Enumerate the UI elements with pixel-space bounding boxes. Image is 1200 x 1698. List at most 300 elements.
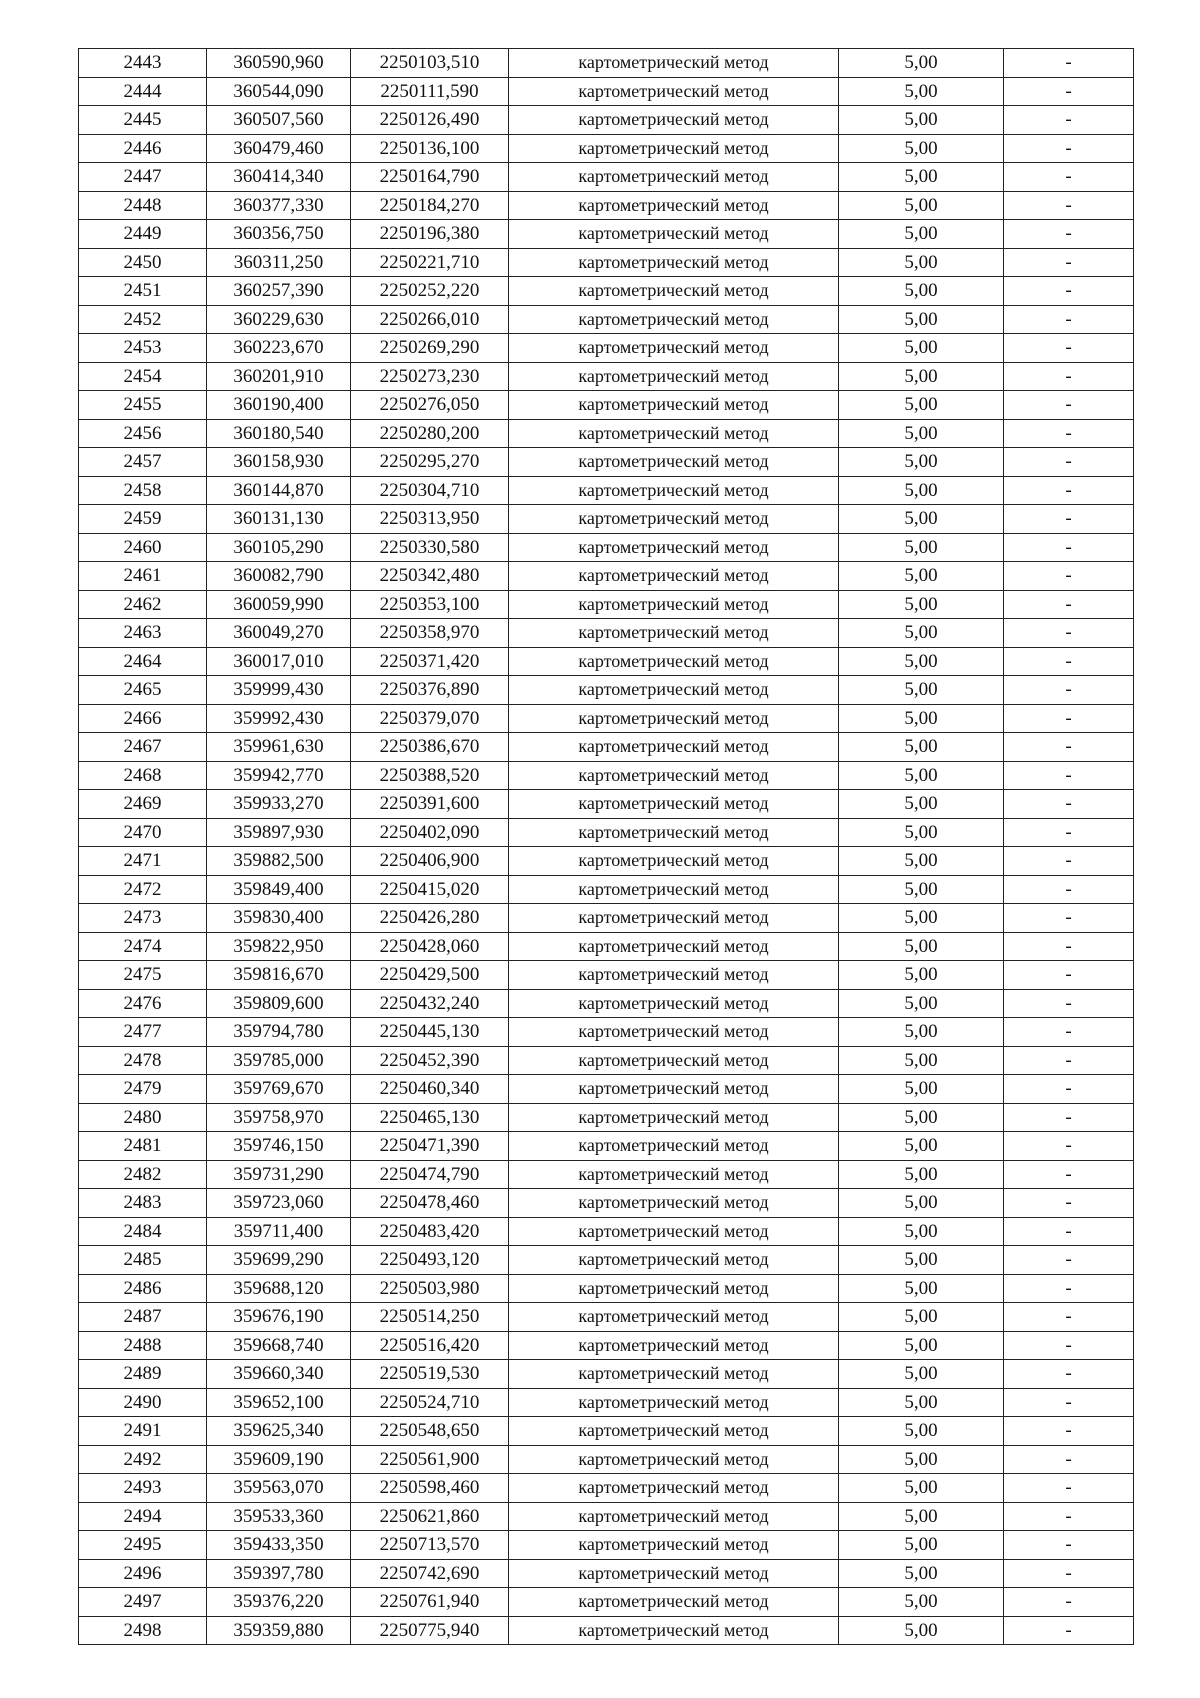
note-cell: -: [1004, 647, 1134, 676]
y-coordinate-cell: 2250221,710: [351, 248, 509, 277]
note-cell: -: [1004, 220, 1134, 249]
x-coordinate-cell: 360377,330: [207, 191, 351, 220]
x-coordinate-cell: 359397,780: [207, 1559, 351, 1588]
point-number-cell: 2448: [79, 191, 207, 220]
accuracy-cell: 5,00: [839, 1417, 1004, 1446]
point-number-cell: 2447: [79, 163, 207, 192]
point-number-cell: 2482: [79, 1160, 207, 1189]
accuracy-cell: 5,00: [839, 1246, 1004, 1275]
method-cell: картометрический метод: [509, 1502, 839, 1531]
x-coordinate-cell: 359652,100: [207, 1388, 351, 1417]
table-row: [79, 305, 1134, 334]
table-row: [79, 1189, 1134, 1218]
x-coordinate-cell: 360059,990: [207, 590, 351, 619]
x-coordinate-cell: 359992,430: [207, 704, 351, 733]
accuracy-cell: 5,00: [839, 1046, 1004, 1075]
note-cell: -: [1004, 1331, 1134, 1360]
point-number-cell: 2470: [79, 818, 207, 847]
method-cell: картометрический метод: [509, 1103, 839, 1132]
table-row: [79, 1018, 1134, 1047]
method-cell: картометрический метод: [509, 1075, 839, 1104]
x-coordinate-cell: 360131,130: [207, 505, 351, 534]
y-coordinate-cell: 2250415,020: [351, 875, 509, 904]
point-number-cell: 2450: [79, 248, 207, 277]
method-cell: картометрический метод: [509, 1616, 839, 1645]
x-coordinate-cell: 360190,400: [207, 391, 351, 420]
point-number-cell: 2473: [79, 904, 207, 933]
y-coordinate-cell: 2250196,380: [351, 220, 509, 249]
method-cell: картометрический метод: [509, 1474, 839, 1503]
x-coordinate-cell: 359961,630: [207, 733, 351, 762]
y-coordinate-cell: 2250184,270: [351, 191, 509, 220]
accuracy-cell: 5,00: [839, 875, 1004, 904]
x-coordinate-cell: 359999,430: [207, 676, 351, 705]
table-row: [79, 1531, 1134, 1560]
y-coordinate-cell: 2250371,420: [351, 647, 509, 676]
method-cell: картометрический метод: [509, 619, 839, 648]
method-cell: картометрический метод: [509, 1559, 839, 1588]
note-cell: -: [1004, 619, 1134, 648]
y-coordinate-cell: 2250273,230: [351, 362, 509, 391]
method-cell: картометрический метод: [509, 248, 839, 277]
note-cell: -: [1004, 1616, 1134, 1645]
table-row: [79, 647, 1134, 676]
table-row: [79, 334, 1134, 363]
table-row: [79, 1360, 1134, 1389]
table-row: [79, 448, 1134, 477]
table-row: [79, 1103, 1134, 1132]
method-cell: картометрический метод: [509, 505, 839, 534]
note-cell: -: [1004, 1103, 1134, 1132]
y-coordinate-cell: 2250445,130: [351, 1018, 509, 1047]
accuracy-cell: 5,00: [839, 163, 1004, 192]
point-number-cell: 2493: [79, 1474, 207, 1503]
x-coordinate-cell: 359731,290: [207, 1160, 351, 1189]
accuracy-cell: 5,00: [839, 1274, 1004, 1303]
x-coordinate-cell: 359809,600: [207, 989, 351, 1018]
method-cell: картометрический метод: [509, 1217, 839, 1246]
y-coordinate-cell: 2250269,290: [351, 334, 509, 363]
table-row: [79, 505, 1134, 534]
accuracy-cell: 5,00: [839, 419, 1004, 448]
note-cell: -: [1004, 1075, 1134, 1104]
note-cell: -: [1004, 1502, 1134, 1531]
table-row: [79, 1331, 1134, 1360]
x-coordinate-cell: 359830,400: [207, 904, 351, 933]
y-coordinate-cell: 2250304,710: [351, 476, 509, 505]
note-cell: -: [1004, 1588, 1134, 1617]
note-cell: -: [1004, 134, 1134, 163]
accuracy-cell: 5,00: [839, 1018, 1004, 1047]
x-coordinate-cell: 360507,560: [207, 106, 351, 135]
method-cell: картометрический метод: [509, 476, 839, 505]
x-coordinate-cell: 359746,150: [207, 1132, 351, 1161]
y-coordinate-cell: 2250483,420: [351, 1217, 509, 1246]
x-coordinate-cell: 360201,910: [207, 362, 351, 391]
method-cell: картометрический метод: [509, 790, 839, 819]
point-number-cell: 2481: [79, 1132, 207, 1161]
method-cell: картометрический метод: [509, 134, 839, 163]
table-row: [79, 419, 1134, 448]
note-cell: -: [1004, 49, 1134, 78]
y-coordinate-cell: 2250353,100: [351, 590, 509, 619]
point-number-cell: 2457: [79, 448, 207, 477]
x-coordinate-cell: 359822,950: [207, 932, 351, 961]
accuracy-cell: 5,00: [839, 961, 1004, 990]
table-row: [79, 932, 1134, 961]
note-cell: -: [1004, 1445, 1134, 1474]
note-cell: -: [1004, 847, 1134, 876]
note-cell: -: [1004, 391, 1134, 420]
y-coordinate-cell: 2250386,670: [351, 733, 509, 762]
y-coordinate-cell: 2250598,460: [351, 1474, 509, 1503]
accuracy-cell: 5,00: [839, 932, 1004, 961]
note-cell: -: [1004, 248, 1134, 277]
method-cell: картометрический метод: [509, 1274, 839, 1303]
point-number-cell: 2479: [79, 1075, 207, 1104]
x-coordinate-cell: 360017,010: [207, 647, 351, 676]
table-row: [79, 1445, 1134, 1474]
accuracy-cell: 5,00: [839, 476, 1004, 505]
y-coordinate-cell: 2250379,070: [351, 704, 509, 733]
method-cell: картометрический метод: [509, 448, 839, 477]
method-cell: картометрический метод: [509, 1160, 839, 1189]
note-cell: -: [1004, 1274, 1134, 1303]
accuracy-cell: 5,00: [839, 362, 1004, 391]
note-cell: -: [1004, 505, 1134, 534]
method-cell: картометрический метод: [509, 1417, 839, 1446]
x-coordinate-cell: 360544,090: [207, 77, 351, 106]
accuracy-cell: 5,00: [839, 904, 1004, 933]
note-cell: -: [1004, 1132, 1134, 1161]
table-row: [79, 1160, 1134, 1189]
y-coordinate-cell: 2250358,970: [351, 619, 509, 648]
y-coordinate-cell: 2250376,890: [351, 676, 509, 705]
point-number-cell: 2494: [79, 1502, 207, 1531]
table-row: [79, 49, 1134, 78]
note-cell: -: [1004, 875, 1134, 904]
method-cell: картометрический метод: [509, 875, 839, 904]
point-number-cell: 2471: [79, 847, 207, 876]
y-coordinate-cell: 2250761,940: [351, 1588, 509, 1617]
note-cell: -: [1004, 163, 1134, 192]
table-row: [79, 248, 1134, 277]
y-coordinate-cell: 2250503,980: [351, 1274, 509, 1303]
table-row: [79, 1132, 1134, 1161]
x-coordinate-cell: 359688,120: [207, 1274, 351, 1303]
y-coordinate-cell: 2250388,520: [351, 761, 509, 790]
x-coordinate-cell: 360229,630: [207, 305, 351, 334]
note-cell: -: [1004, 1360, 1134, 1389]
point-number-cell: 2465: [79, 676, 207, 705]
method-cell: картометрический метод: [509, 1046, 839, 1075]
accuracy-cell: 5,00: [839, 334, 1004, 363]
accuracy-cell: 5,00: [839, 49, 1004, 78]
table-row: [79, 1474, 1134, 1503]
note-cell: -: [1004, 1160, 1134, 1189]
note-cell: -: [1004, 904, 1134, 933]
x-coordinate-cell: 359433,350: [207, 1531, 351, 1560]
x-coordinate-cell: 360049,270: [207, 619, 351, 648]
point-number-cell: 2486: [79, 1274, 207, 1303]
y-coordinate-cell: 2250519,530: [351, 1360, 509, 1389]
accuracy-cell: 5,00: [839, 1531, 1004, 1560]
x-coordinate-cell: 360180,540: [207, 419, 351, 448]
accuracy-cell: 5,00: [839, 1303, 1004, 1332]
note-cell: -: [1004, 1189, 1134, 1218]
y-coordinate-cell: 2250516,420: [351, 1331, 509, 1360]
x-coordinate-cell: 360158,930: [207, 448, 351, 477]
accuracy-cell: 5,00: [839, 220, 1004, 249]
method-cell: картометрический метод: [509, 277, 839, 306]
x-coordinate-cell: 359625,340: [207, 1417, 351, 1446]
point-number-cell: 2452: [79, 305, 207, 334]
y-coordinate-cell: 2250514,250: [351, 1303, 509, 1332]
point-number-cell: 2468: [79, 761, 207, 790]
note-cell: -: [1004, 961, 1134, 990]
point-number-cell: 2455: [79, 391, 207, 420]
note-cell: -: [1004, 590, 1134, 619]
x-coordinate-cell: 359668,740: [207, 1331, 351, 1360]
table-row: [79, 1303, 1134, 1332]
y-coordinate-cell: 2250474,790: [351, 1160, 509, 1189]
method-cell: картометрический метод: [509, 704, 839, 733]
x-coordinate-cell: 359849,400: [207, 875, 351, 904]
method-cell: картометрический метод: [509, 961, 839, 990]
accuracy-cell: 5,00: [839, 1217, 1004, 1246]
point-number-cell: 2492: [79, 1445, 207, 1474]
accuracy-cell: 5,00: [839, 1103, 1004, 1132]
x-coordinate-cell: 359758,970: [207, 1103, 351, 1132]
accuracy-cell: 5,00: [839, 1588, 1004, 1617]
y-coordinate-cell: 2250471,390: [351, 1132, 509, 1161]
accuracy-cell: 5,00: [839, 1331, 1004, 1360]
point-number-cell: 2488: [79, 1331, 207, 1360]
point-number-cell: 2449: [79, 220, 207, 249]
note-cell: -: [1004, 106, 1134, 135]
table-row: [79, 362, 1134, 391]
table-row: [79, 704, 1134, 733]
table-row: [79, 1559, 1134, 1588]
table-row: [79, 1274, 1134, 1303]
method-cell: картометрический метод: [509, 989, 839, 1018]
accuracy-cell: 5,00: [839, 191, 1004, 220]
y-coordinate-cell: 2250452,390: [351, 1046, 509, 1075]
point-number-cell: 2478: [79, 1046, 207, 1075]
x-coordinate-cell: 359794,780: [207, 1018, 351, 1047]
x-coordinate-cell: 359699,290: [207, 1246, 351, 1275]
note-cell: -: [1004, 448, 1134, 477]
point-number-cell: 2458: [79, 476, 207, 505]
note-cell: -: [1004, 362, 1134, 391]
note-cell: -: [1004, 676, 1134, 705]
x-coordinate-cell: 359816,670: [207, 961, 351, 990]
x-coordinate-cell: 359942,770: [207, 761, 351, 790]
note-cell: -: [1004, 562, 1134, 591]
method-cell: картометрический метод: [509, 77, 839, 106]
y-coordinate-cell: 2250402,090: [351, 818, 509, 847]
table-row: [79, 1217, 1134, 1246]
note-cell: -: [1004, 1559, 1134, 1588]
accuracy-cell: 5,00: [839, 733, 1004, 762]
x-coordinate-cell: 360590,960: [207, 49, 351, 78]
method-cell: картометрический метод: [509, 191, 839, 220]
note-cell: -: [1004, 1018, 1134, 1047]
y-coordinate-cell: 2250164,790: [351, 163, 509, 192]
method-cell: картометрический метод: [509, 590, 839, 619]
note-cell: -: [1004, 989, 1134, 1018]
accuracy-cell: 5,00: [839, 277, 1004, 306]
table-row: [79, 818, 1134, 847]
accuracy-cell: 5,00: [839, 448, 1004, 477]
note-cell: -: [1004, 305, 1134, 334]
table-row: [79, 1075, 1134, 1104]
note-cell: -: [1004, 1388, 1134, 1417]
y-coordinate-cell: 2250465,130: [351, 1103, 509, 1132]
table-row: [79, 961, 1134, 990]
x-coordinate-cell: 360311,250: [207, 248, 351, 277]
x-coordinate-cell: 360257,390: [207, 277, 351, 306]
y-coordinate-cell: 2250126,490: [351, 106, 509, 135]
y-coordinate-cell: 2250432,240: [351, 989, 509, 1018]
accuracy-cell: 5,00: [839, 562, 1004, 591]
y-coordinate-cell: 2250295,270: [351, 448, 509, 477]
accuracy-cell: 5,00: [839, 533, 1004, 562]
table-row: [79, 590, 1134, 619]
point-number-cell: 2469: [79, 790, 207, 819]
table-row: [79, 790, 1134, 819]
method-cell: картометрический метод: [509, 562, 839, 591]
x-coordinate-cell: 359785,000: [207, 1046, 351, 1075]
note-cell: -: [1004, 1046, 1134, 1075]
accuracy-cell: 5,00: [839, 1075, 1004, 1104]
method-cell: картометрический метод: [509, 818, 839, 847]
point-number-cell: 2466: [79, 704, 207, 733]
method-cell: картометрический метод: [509, 220, 839, 249]
y-coordinate-cell: 2250428,060: [351, 932, 509, 961]
y-coordinate-cell: 2250493,120: [351, 1246, 509, 1275]
method-cell: картометрический метод: [509, 847, 839, 876]
note-cell: -: [1004, 733, 1134, 762]
note-cell: -: [1004, 1217, 1134, 1246]
point-number-cell: 2456: [79, 419, 207, 448]
point-number-cell: 2445: [79, 106, 207, 135]
y-coordinate-cell: 2250775,940: [351, 1616, 509, 1645]
accuracy-cell: 5,00: [839, 761, 1004, 790]
method-cell: картометрический метод: [509, 391, 839, 420]
accuracy-cell: 5,00: [839, 847, 1004, 876]
table-row: [79, 77, 1134, 106]
accuracy-cell: 5,00: [839, 818, 1004, 847]
accuracy-cell: 5,00: [839, 305, 1004, 334]
accuracy-cell: 5,00: [839, 1616, 1004, 1645]
accuracy-cell: 5,00: [839, 1189, 1004, 1218]
y-coordinate-cell: 2250713,570: [351, 1531, 509, 1560]
method-cell: картометрический метод: [509, 305, 839, 334]
point-number-cell: 2495: [79, 1531, 207, 1560]
y-coordinate-cell: 2250426,280: [351, 904, 509, 933]
x-coordinate-cell: 360082,790: [207, 562, 351, 591]
accuracy-cell: 5,00: [839, 1388, 1004, 1417]
point-number-cell: 2483: [79, 1189, 207, 1218]
method-cell: картометрический метод: [509, 733, 839, 762]
table-row: [79, 733, 1134, 762]
method-cell: картометрический метод: [509, 932, 839, 961]
method-cell: картометрический метод: [509, 1360, 839, 1389]
point-number-cell: 2451: [79, 277, 207, 306]
note-cell: -: [1004, 419, 1134, 448]
x-coordinate-cell: 359676,190: [207, 1303, 351, 1332]
x-coordinate-cell: 359359,880: [207, 1616, 351, 1645]
method-cell: картометрический метод: [509, 1303, 839, 1332]
y-coordinate-cell: 2250342,480: [351, 562, 509, 591]
method-cell: картометрический метод: [509, 1388, 839, 1417]
y-coordinate-cell: 2250621,860: [351, 1502, 509, 1531]
method-cell: картометрический метод: [509, 647, 839, 676]
point-number-cell: 2453: [79, 334, 207, 363]
note-cell: -: [1004, 1417, 1134, 1446]
table-row: [79, 904, 1134, 933]
accuracy-cell: 5,00: [839, 134, 1004, 163]
point-number-cell: 2446: [79, 134, 207, 163]
x-coordinate-cell: 359563,070: [207, 1474, 351, 1503]
y-coordinate-cell: 2250252,220: [351, 277, 509, 306]
y-coordinate-cell: 2250391,600: [351, 790, 509, 819]
x-coordinate-cell: 359711,400: [207, 1217, 351, 1246]
x-coordinate-cell: 360144,870: [207, 476, 351, 505]
accuracy-cell: 5,00: [839, 1502, 1004, 1531]
method-cell: картометрический метод: [509, 1445, 839, 1474]
coordinates-table: [78, 48, 1134, 1645]
point-number-cell: 2496: [79, 1559, 207, 1588]
y-coordinate-cell: 2250460,340: [351, 1075, 509, 1104]
table-row: [79, 134, 1134, 163]
y-coordinate-cell: 2250561,900: [351, 1445, 509, 1474]
method-cell: картометрический метод: [509, 334, 839, 363]
table-row: [79, 533, 1134, 562]
point-number-cell: 2485: [79, 1246, 207, 1275]
table-row: [79, 676, 1134, 705]
point-number-cell: 2489: [79, 1360, 207, 1389]
note-cell: -: [1004, 1531, 1134, 1560]
table-row: [79, 191, 1134, 220]
note-cell: -: [1004, 1474, 1134, 1503]
note-cell: -: [1004, 533, 1134, 562]
note-cell: -: [1004, 932, 1134, 961]
accuracy-cell: 5,00: [839, 590, 1004, 619]
y-coordinate-cell: 2250313,950: [351, 505, 509, 534]
accuracy-cell: 5,00: [839, 989, 1004, 1018]
accuracy-cell: 5,00: [839, 248, 1004, 277]
accuracy-cell: 5,00: [839, 391, 1004, 420]
table-row: [79, 220, 1134, 249]
table-row: [79, 476, 1134, 505]
point-number-cell: 2444: [79, 77, 207, 106]
accuracy-cell: 5,00: [839, 676, 1004, 705]
point-number-cell: 2491: [79, 1417, 207, 1446]
table-row: [79, 1417, 1134, 1446]
table-row: [79, 761, 1134, 790]
y-coordinate-cell: 2250524,710: [351, 1388, 509, 1417]
y-coordinate-cell: 2250478,460: [351, 1189, 509, 1218]
y-coordinate-cell: 2250548,650: [351, 1417, 509, 1446]
point-number-cell: 2462: [79, 590, 207, 619]
x-coordinate-cell: 359933,270: [207, 790, 351, 819]
accuracy-cell: 5,00: [839, 106, 1004, 135]
method-cell: картометрический метод: [509, 106, 839, 135]
point-number-cell: 2460: [79, 533, 207, 562]
y-coordinate-cell: 2250429,500: [351, 961, 509, 990]
